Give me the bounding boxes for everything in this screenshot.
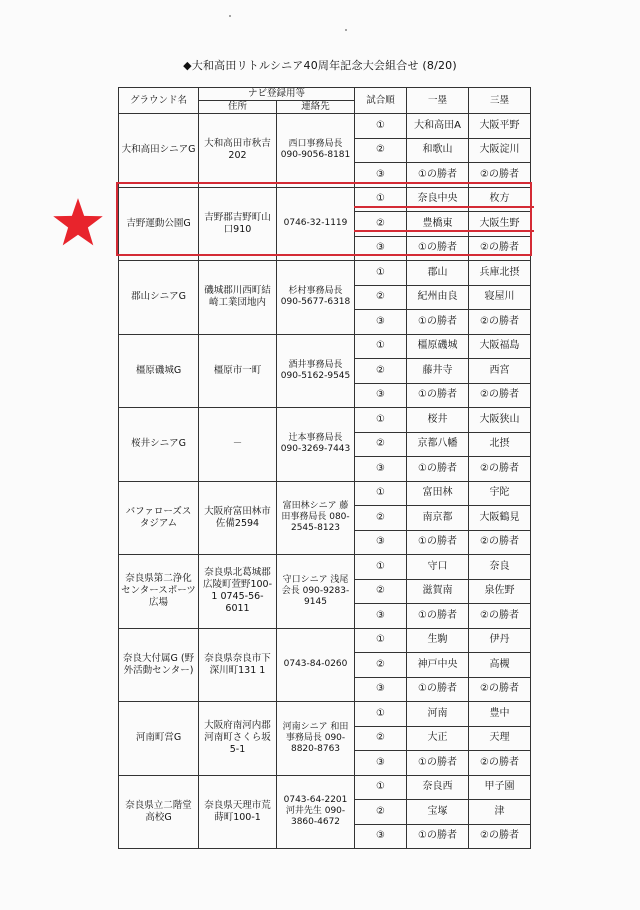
third-base-cell: 大阪狭山 (469, 408, 531, 433)
match-order-cell: ① (355, 261, 407, 286)
contact-cell: 辻本事務局長 090-3269-7443 (277, 408, 355, 482)
first-base-cell: 橿原磯城 (407, 334, 469, 359)
match-order-cell: ② (355, 579, 407, 604)
contact-cell: 0746-32-1119 (277, 187, 355, 261)
first-base-cell: 豊橋東 (407, 212, 469, 237)
third-base-cell: 寝屋川 (469, 285, 531, 310)
third-base-cell: 天理 (469, 726, 531, 751)
header-contact: 連絡先 (277, 101, 355, 114)
match-order-cell: ① (355, 114, 407, 139)
first-base-cell: ①の勝者 (407, 677, 469, 702)
third-base-cell: 兵庫北摂 (469, 261, 531, 286)
first-base-cell: 大和高田A (407, 114, 469, 139)
third-base-cell: 大阪福島 (469, 334, 531, 359)
match-order-cell: ① (355, 702, 407, 727)
first-base-cell: ①の勝者 (407, 530, 469, 555)
schedule-table (118, 87, 531, 849)
first-base-cell: 神戸中央 (407, 653, 469, 678)
third-base-cell: 高槻 (469, 653, 531, 678)
table-row (119, 408, 531, 433)
table-row (119, 628, 531, 653)
contact-cell: 0743-84-0260 (277, 628, 355, 702)
table-row (119, 555, 531, 580)
contact-cell: 0743-64-2201 河井先生 090-3860-4672 (277, 775, 355, 849)
first-base-cell: ①の勝者 (407, 824, 469, 849)
table-row (119, 261, 531, 286)
third-base-cell: 大阪鶴見 (469, 506, 531, 531)
third-base-cell: 大阪生野 (469, 212, 531, 237)
first-base-cell: ①の勝者 (407, 163, 469, 188)
header-first-base: 一塁 (407, 88, 469, 114)
contact-cell: 富田林シニア 藤田事務局長 080-2545-8123 (277, 481, 355, 555)
third-base-cell: ②の勝者 (469, 530, 531, 555)
match-order-cell: ① (355, 775, 407, 800)
ground-cell: バファローズスタジアム (119, 481, 199, 555)
table-row (119, 187, 531, 212)
match-order-cell: ② (355, 726, 407, 751)
header-navi: ナビ登録用等 (199, 88, 355, 101)
address-cell: 大阪府南河内郡河南町さくら坂5-1 (199, 702, 277, 776)
table-row (119, 702, 531, 727)
third-base-cell: 泉佐野 (469, 579, 531, 604)
first-base-cell: ①の勝者 (407, 604, 469, 629)
contact-cell: 河南シニア 和田事務局長 090-8820-8763 (277, 702, 355, 776)
third-base-cell: ②の勝者 (469, 824, 531, 849)
third-base-cell: ②の勝者 (469, 604, 531, 629)
third-base-cell: 大阪淀川 (469, 138, 531, 163)
match-order-cell: ① (355, 628, 407, 653)
first-base-cell: ①の勝者 (407, 751, 469, 776)
third-base-cell: ②の勝者 (469, 677, 531, 702)
contact-cell: 守口シニア 浅尾会長 090-9283-9145 (277, 555, 355, 629)
address-cell: 橿原市一町 (199, 334, 277, 408)
match-order-cell: ② (355, 285, 407, 310)
third-base-cell: 伊丹 (469, 628, 531, 653)
third-base-cell: 甲子園 (469, 775, 531, 800)
contact-cell: 杉村事務局長 090-5677-6318 (277, 261, 355, 335)
first-base-cell: 紀州由良 (407, 285, 469, 310)
first-base-cell: 桜井 (407, 408, 469, 433)
address-cell: 大和高田市秋吉202 (199, 114, 277, 188)
address-cell: 奈良県北葛城郡広陵町萱野100-1 0745-56-6011 (199, 555, 277, 629)
third-base-cell: ②の勝者 (469, 236, 531, 261)
third-base-cell: 豊中 (469, 702, 531, 727)
ground-cell: 桜井シニアG (119, 408, 199, 482)
document-title: ◆大和高田リトルシニア40周年記念大会組合せ (8/20) (183, 59, 457, 72)
match-order-cell: ③ (355, 163, 407, 188)
first-base-cell: 滋賀南 (407, 579, 469, 604)
match-order-cell: ③ (355, 236, 407, 261)
ground-cell: 河南町営G (119, 702, 199, 776)
ground-cell: 吉野運動公園G (119, 187, 199, 261)
match-order-cell: ② (355, 800, 407, 825)
third-base-cell: ②の勝者 (469, 310, 531, 335)
first-base-cell: 富田林 (407, 481, 469, 506)
first-base-cell: 南京都 (407, 506, 469, 531)
contact-cell: 西口事務局長 090-9056-8181 (277, 114, 355, 188)
table-row (119, 775, 531, 800)
first-base-cell: 河南 (407, 702, 469, 727)
third-base-cell: 大阪平野 (469, 114, 531, 139)
match-order-cell: ① (355, 555, 407, 580)
third-base-cell: ②の勝者 (469, 751, 531, 776)
header-third-base: 三塁 (469, 88, 531, 114)
match-order-cell: ③ (355, 310, 407, 335)
match-order-cell: ① (355, 481, 407, 506)
first-base-cell: 生駒 (407, 628, 469, 653)
star-icon (52, 197, 104, 247)
first-base-cell: 奈良中央 (407, 187, 469, 212)
address-cell: 磯城郡川西町結崎工業団地内 (199, 261, 277, 335)
ground-cell: 橿原磯城G (119, 334, 199, 408)
match-order-cell: ③ (355, 677, 407, 702)
third-base-cell: 枚方 (469, 187, 531, 212)
table-row (119, 114, 531, 139)
third-base-cell: ②の勝者 (469, 457, 531, 482)
third-base-cell: 津 (469, 800, 531, 825)
address-cell: 吉野郡吉野町山口910 (199, 187, 277, 261)
third-base-cell: 西宮 (469, 359, 531, 384)
match-order-cell: ① (355, 334, 407, 359)
match-order-cell: ③ (355, 457, 407, 482)
match-order-cell: ② (355, 653, 407, 678)
first-base-cell: ①の勝者 (407, 310, 469, 335)
third-base-cell: ②の勝者 (469, 383, 531, 408)
first-base-cell: 郡山 (407, 261, 469, 286)
address-cell: － (199, 408, 277, 482)
match-order-cell: ② (355, 359, 407, 384)
first-base-cell: 奈良西 (407, 775, 469, 800)
match-order-cell: ② (355, 138, 407, 163)
address-cell: 奈良県天理市荒蒔町100-1 (199, 775, 277, 849)
first-base-cell: 和歌山 (407, 138, 469, 163)
ground-cell: 大和高田シニアG (119, 114, 199, 188)
third-base-cell: ②の勝者 (469, 163, 531, 188)
table-row (119, 481, 531, 506)
header-address: 住所 (199, 101, 277, 114)
ground-cell: 奈良大付属G (野外活動センター) (119, 628, 199, 702)
match-order-cell: ② (355, 212, 407, 237)
match-order-cell: ② (355, 432, 407, 457)
match-order-cell: ② (355, 506, 407, 531)
first-base-cell: 宝塚 (407, 800, 469, 825)
ground-cell: 郡山シニアG (119, 261, 199, 335)
third-base-cell: 奈良 (469, 555, 531, 580)
header-order: 試合順 (355, 88, 407, 114)
match-order-cell: ① (355, 187, 407, 212)
third-base-cell: 北摂 (469, 432, 531, 457)
scan-speck (229, 15, 231, 17)
first-base-cell: 大正 (407, 726, 469, 751)
header-ground: グラウンド名 (119, 88, 199, 114)
first-base-cell: ①の勝者 (407, 236, 469, 261)
address-cell: 大阪府富田林市佐備2594 (199, 481, 277, 555)
match-order-cell: ③ (355, 383, 407, 408)
match-order-cell: ③ (355, 824, 407, 849)
address-cell: 奈良県奈良市下深川町131 1 (199, 628, 277, 702)
ground-cell: 奈良県第二浄化センタースポーツ広場 (119, 555, 199, 629)
third-base-cell: 宇陀 (469, 481, 531, 506)
table-row (119, 334, 531, 359)
first-base-cell: ①の勝者 (407, 457, 469, 482)
match-order-cell: ③ (355, 751, 407, 776)
ground-cell: 奈良県立二階堂高校G (119, 775, 199, 849)
match-order-cell: ① (355, 408, 407, 433)
match-order-cell: ③ (355, 530, 407, 555)
first-base-cell: 守口 (407, 555, 469, 580)
match-order-cell: ③ (355, 604, 407, 629)
scan-speck (345, 29, 347, 31)
first-base-cell: 京都八幡 (407, 432, 469, 457)
first-base-cell: 藤井寺 (407, 359, 469, 384)
first-base-cell: ①の勝者 (407, 383, 469, 408)
contact-cell: 酒井事務局長 090-5162-9545 (277, 334, 355, 408)
